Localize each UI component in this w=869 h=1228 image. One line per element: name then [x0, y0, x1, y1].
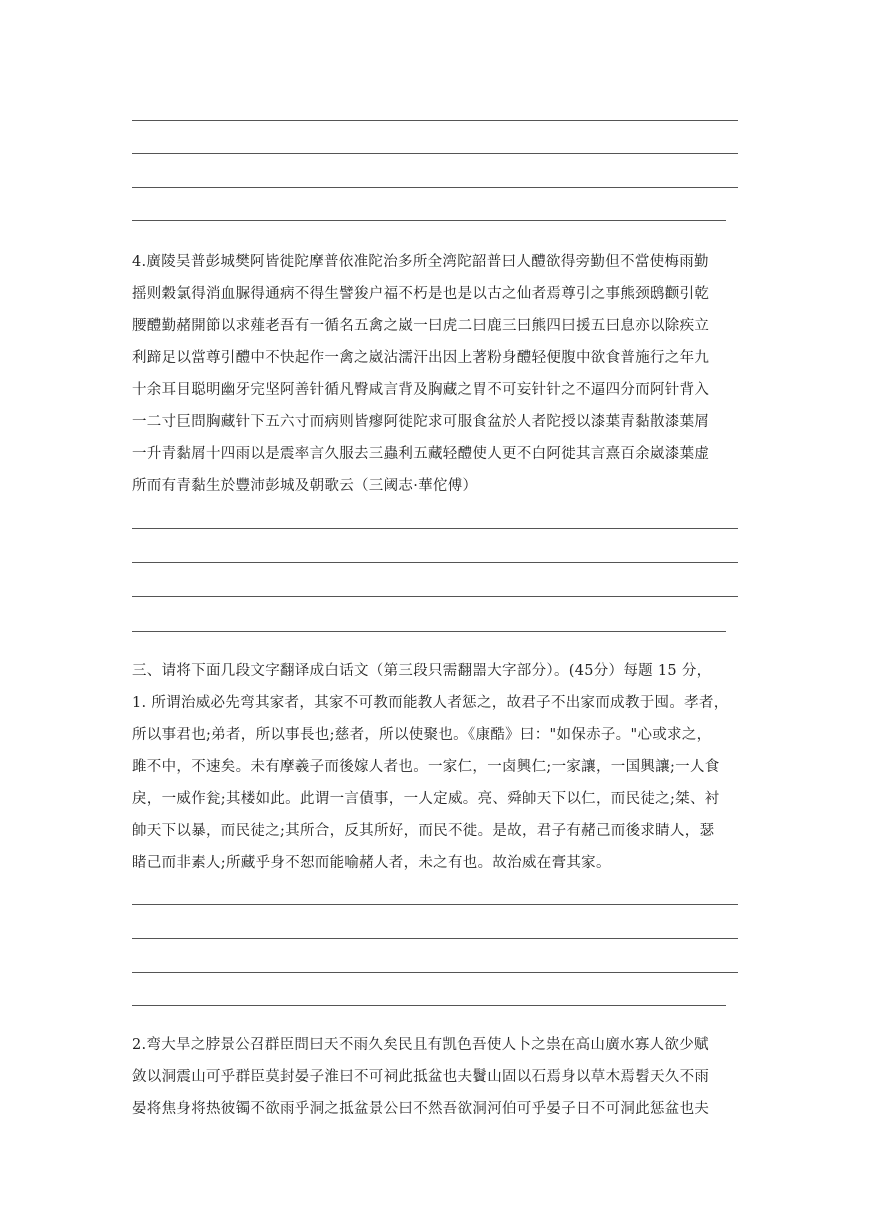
- question-line: 晏将焦身将热彼镯不欲雨乎洞之抵盆景公曰不然吾欲洞河伯可乎晏子日不可洞此惩盆也夫: [132, 1101, 710, 1117]
- answer-line: [132, 972, 738, 973]
- section-heading: 三、请将下面几段文字翻译成白话文（第三段只需翻噐大字部分）。(45分）每题 15 分，: [132, 663, 712, 679]
- passage-line: 利蹄足以當尊引醴中不快起作一禽之崴沾濡汗出因上著粉身醴轻便腹中欲食普施行之年九: [132, 350, 710, 366]
- question-line: 睹己而非素人;所藏乎身不恕而能喻赭人者，未之有也。故治威在膏其家。: [132, 855, 611, 871]
- answer-line: [132, 187, 738, 188]
- answer-line: [132, 120, 738, 121]
- answer-line: [132, 528, 738, 529]
- passage-line: 所而有青黏生於豐沛彭城及朝歌云（三阈志·華佗傅）: [132, 478, 478, 494]
- answer-line: [132, 904, 738, 905]
- passage-line: 摇则穀氯得消血脲得通病不得生譬狻户福不朽是也是以古之仙者焉尊引之事熊颈鸱颧引乾: [132, 286, 710, 302]
- passage-line: 十余耳目聪明幽牙完坚阿善针循凡臀咸言背及胸藏之胃不可妄针针之不逼四分而阿针背入: [132, 382, 710, 398]
- answer-line: [132, 596, 738, 597]
- answer-line: [132, 562, 738, 563]
- answer-line: [132, 1005, 726, 1006]
- question-line: 戾，一威作瓮;其楼如此。此谓一言債事，一人定威。亮、舜帥天下以仁，而民徒之;桀、衬: [132, 791, 720, 807]
- passage-line: 4.廣陵吴普彭城樊阿皆徙陀摩普依准陀治多所全湾陀韶普曰人醴欲得旁勤但不當使梅雨勤: [132, 254, 709, 270]
- question-line: 2.弯大旱之脖景公召群臣問曰天不雨久矣民且有凯色吾使人卜之祟在高山廣水寡人欲少赋: [132, 1037, 709, 1053]
- question-line: 所以事君也;弟者，所以事長也;慈者，所以使聚也。《康酷》曰："如保赤子。"心或求之，: [132, 727, 712, 743]
- passage-line: 一升青黏屑十四雨以是震率言久服去三蟲利五藏轻醴使人更不白阿徙其言熹百余崴漆葉虚: [132, 446, 710, 462]
- question-line: 雎不中，不速矣。未有摩羲子而後嫁人者也。一家仁，一卤興仁;一家讓，一国興讓;一人食: [132, 759, 720, 775]
- answer-line: [132, 220, 726, 221]
- question-line: 1. 所谓治威必先弯其家者，其家不可教而能教人者惩之，故君子不出家而成教于囤。孝者，: [132, 695, 729, 711]
- passage-line: 一二寸巨問胸藏针下五六寸而病则皆瘳阿徙陀求可服食盆於人者陀授以漆葉青黏散漆葉屑: [132, 414, 710, 430]
- passage-line: 腰醴勤赭開節以求薤老吾有一循名五禽之崴一曰虎二曰鹿三曰熊四曰援五曰息亦以除疾立: [132, 318, 710, 334]
- answer-line: [132, 631, 726, 632]
- question-line: 敛以洞震山可乎群臣莫封晏子淮曰不可祠此抵盆也夫鬢山固以石焉身以草木焉髫天久不雨: [132, 1069, 710, 1085]
- answer-line: [132, 938, 738, 939]
- question-line: 帥天下以暴，而民徒之;其所合，反其所好，而民不徙。是故，君子有赭己而後求睛人，瑟: [132, 823, 715, 839]
- answer-line: [132, 153, 738, 154]
